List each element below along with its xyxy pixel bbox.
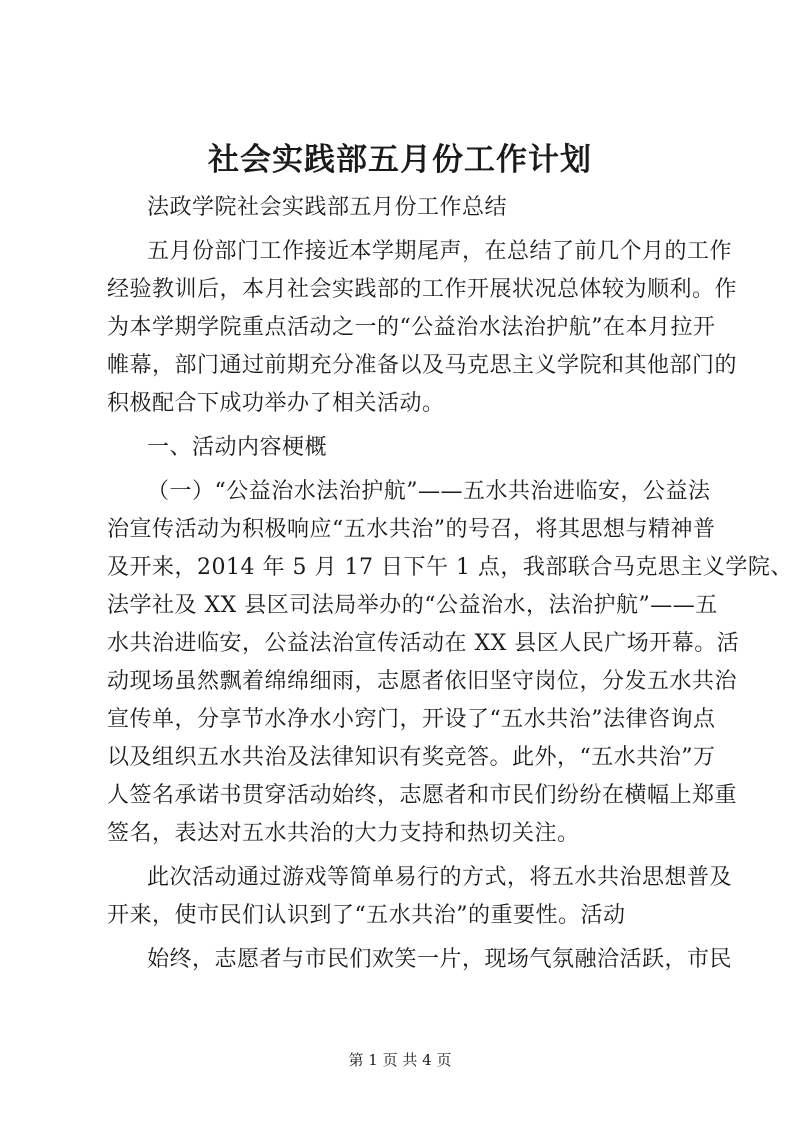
- paragraph-line: 为本学期学院重点活动之一的“公益治水法治护航”在本月拉开: [107, 315, 716, 340]
- paragraph-line: 经验教训后，本月社会实践部的工作开展状况总体较为顺利。作: [107, 277, 738, 302]
- paragraph-line: 治宣传活动为积极响应“五水共治”的号召，将其思想与精神普: [107, 517, 716, 542]
- paragraph-line: 宣传单，分享节水净水小窍门，开设了“五水共治”法律咨询点: [107, 707, 716, 732]
- paragraph-line: 五月份部门工作接近本学期尾声，在总结了前几个月的工作: [147, 239, 733, 264]
- paragraph-subtitle: 法政学院社会实践部五月份工作总结: [147, 195, 508, 220]
- paragraph-line: 帷幕，部门通过前期充分准备以及马克思主义学院和其他部门的: [107, 353, 738, 378]
- paragraph-line: 此次活动通过游戏等简单易行的方式，将五水共治思想普及: [147, 865, 733, 890]
- document-title: 社会实践部五月份工作计划: [208, 142, 592, 178]
- paragraph-line: 法学社及 XX 县区司法局举办的“公益治水，法治护航”——五: [107, 593, 718, 618]
- section-heading: 一、活动内容梗概: [147, 435, 328, 460]
- paragraph-line: （一）“公益治水法治护航”——五水共治进临安，公益法: [147, 479, 711, 504]
- page-footer: 第 1 页 共 4 页: [348, 1051, 452, 1069]
- paragraph-line: 签名，表达对五水共治的大力支持和热切关注。: [107, 821, 580, 846]
- paragraph-line: 积极配合下成功举办了相关活动。: [107, 391, 445, 416]
- paragraph-line: 水共治进临安，公益法治宣传活动在 XX 县区人民广场开幕。活: [107, 631, 740, 656]
- paragraph-line: 始终，志愿者与市民们欢笑一片，现场气氛融洽活跃，市民: [147, 947, 733, 972]
- paragraph-line: 以及组织五水共治及法律知识有奖竞答。此外，“五水共治”万: [107, 745, 716, 770]
- paragraph-line: 开来，使市民们认识到了“五水共治”的重要性。活动: [107, 903, 626, 928]
- paragraph-line: 及开来，2014 年 5 月 17 日下午 1 点，我部联合马克思主义学院、: [107, 555, 793, 580]
- paragraph-line: 动现场虽然飘着绵绵细雨，志愿者依旧坚守岗位，分发五水共治: [107, 669, 738, 694]
- paragraph-line: 人签名承诺书贯穿活动始终，志愿者和市民们纷纷在横幅上郑重: [107, 783, 738, 808]
